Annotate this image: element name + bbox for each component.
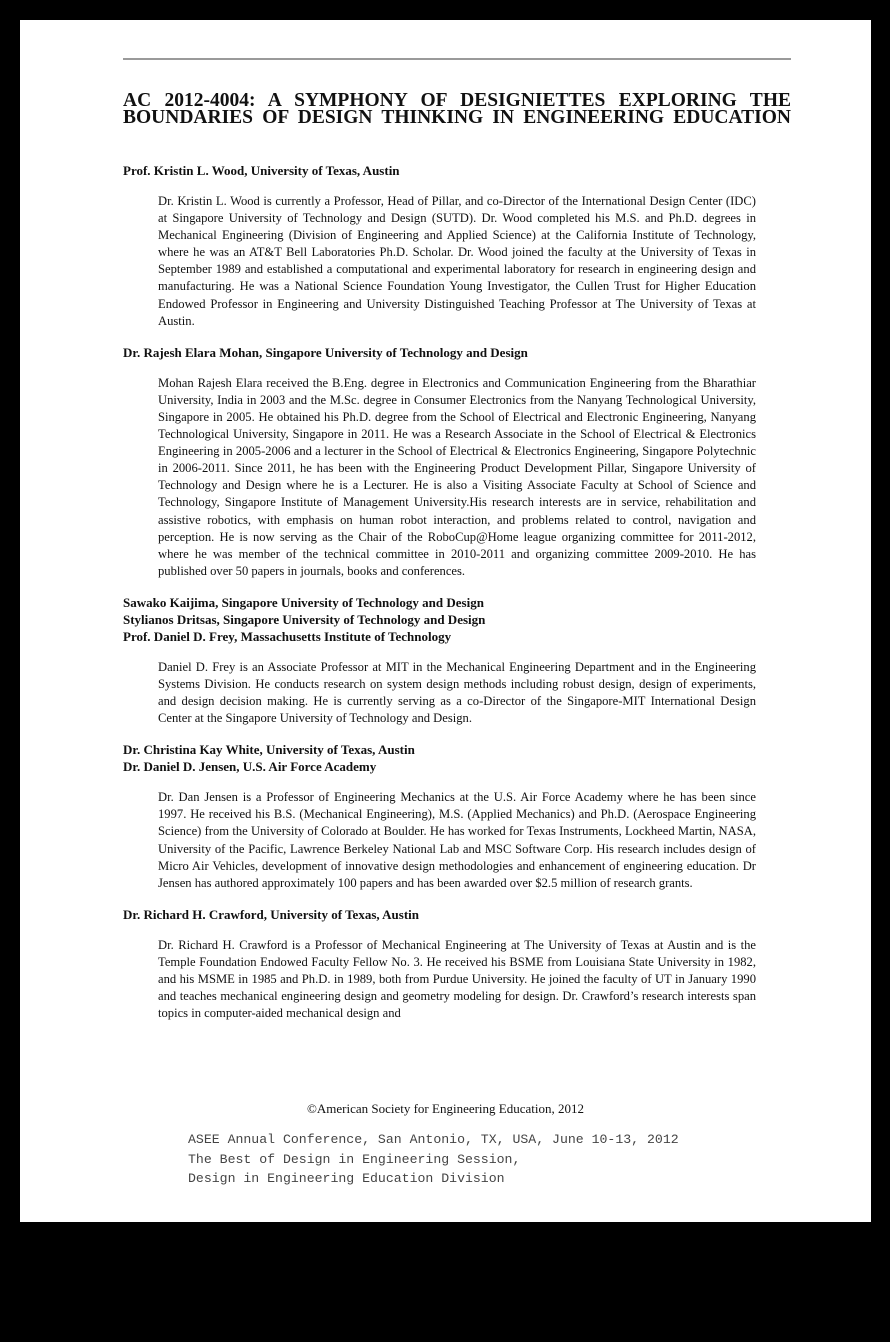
- conference-info: [188, 1130, 679, 1189]
- conference-line: ASEE Annual Conference, San Antonio, TX, USA, June 10-13, 2012: [188, 1132, 679, 1147]
- author-name: Prof. Daniel D. Frey, Massachusetts Institute of Technology: [123, 628, 452, 644]
- author-bio-frey: Daniel D. Frey is an Associate Professor at MIT in the Mechanical Engineering Department and in the Engineering Systems Division. He conducts research on system design methods including robust design, design of experiments, and design decision making. He is currently serving as a co-Director of the Singapore-MIT International Design Center at the Singapore University of Technology and Design.: [158, 659, 756, 726]
- author-name: Dr. Rajesh Elara Mohan, Singapore University of Technology and Design: [123, 344, 528, 360]
- author-name: Stylianos Dritsas, Singapore University of Technology and Design: [123, 611, 486, 627]
- author-name: Prof. Kristin L. Wood, University of Texas, Austin: [123, 163, 400, 178]
- author-bio-wood: Dr. Kristin L. Wood is currently a Professor, Head of Pillar, and co-Director of the International Design Center (IDC) at Singapore University of Technology and Design (SUTD). Dr. Wood completed his M.S. and Ph.D. degrees in Mechanical Engineering (Division of Engineering and Applied Science) at the California Institute of Technology, where he was an AT&T Bell Laboratories Ph.D. Scholar. Dr. Wood joined the faculty at the University of Texas in September 1989 and established a computational and experimental laboratory for research in engineering design and manufacturing. He was a National Science Foundation Young Investigator, the Cullen Trust for Higher Education Endowed Professor in Engineering and University Distinguished Teaching Professor at The University of Texas at Austin.: [158, 194, 756, 328]
- author-name: Dr. Richard H. Crawford, University of Texas, Austin: [123, 906, 420, 922]
- author-section-wood: [123, 162, 791, 179]
- conference-line: The Best of Design in Engineering Session,: [188, 1151, 521, 1167]
- author-name: Dr. Christina Kay White, University of Texas, Austin: [123, 742, 415, 758]
- copyright-notice: ©American Society for Engineering Education, 2012: [306, 1101, 585, 1116]
- author-section-mohan: [123, 344, 791, 361]
- author-bio-jensen: Dr. Dan Jensen is a Professor of Engineering Mechanics at the U.S. Air Force Academy where he has been since 1997. He received his B.S. (Mechanical Engineering), M.S. (Applied Mechanics) and Ph.D. (Aerospace Engineering Science) from the University of Colorado at Boulder. He has worked for Texas Instruments, Lockheed Martin, NASA, University of the Pacific, Lawrence Berkeley National Lab and MSC Software Corp. His research includes design of Micro Air Vehicles, development of innovative design methodologies and enhancement of engineering education. Dr Jensen has authored approximately 100 papers and has been awarded over $2.5 million of research grants.: [158, 790, 756, 890]
- author-section-jensen: [123, 741, 791, 775]
- author-section-crawford: [123, 906, 791, 923]
- paper-title: [123, 92, 791, 126]
- author-section-frey: [123, 594, 791, 645]
- conference-line: Design in Engineering Education Division: [188, 1171, 505, 1186]
- header-rule: [123, 58, 791, 60]
- paper-title-line-2: BOUNDARIES OF DESIGN THINKING IN ENGINEERING EDUCATION: [123, 107, 791, 128]
- document-page: [20, 20, 871, 1222]
- author-bios: [123, 162, 791, 1036]
- paper-title-line-1: AC 2012-4004: A SYMPHONY OF DESIGNIETTES EXPLORING THE: [123, 90, 791, 111]
- author-name: Sawako Kaijima, Singapore University of Technology and Design: [123, 594, 484, 610]
- author-bio-crawford: Dr. Richard H. Crawford is a Professor of Mechanical Engineering at The University of Texas at Austin and is the Temple Foundation Endowed Faculty Fellow No. 3. He received his BSME from Louisiana State University in 1982, and his MSME in 1985 and Ph.D. in 1989, both from Purdue University. He joined the faculty of UT in January 1990 and teaches mechanical engineering design and geometry modeling for design. Dr. Crawford’s research interests span topics in computer-aided mechanical design and: [158, 937, 756, 1021]
- author-bio-mohan: Mohan Rajesh Elara received the B.Eng. degree in Electronics and Communication Engineering from the Bharathiar University, India in 2003 and the M.Sc. degree in Consumer Electronics from the Nanyang Technological University, Singapore in 2005. He obtained his Ph.D. degree from the School of Electrical and Electronic Engineering, Nanyang Technological University, Singapore in 2011. He was a Research Associate in the School of Electrical & Electronics Engineering in 2005-2006 and a lecturer in the School of Electrical & Electronics Engineering, Singapore Polytechnic in 2006-2011. Since 2011, he has been with the Engineering Product Development Pillar, Singapore University of Technology and Design where he is a Lecturer. He is also a Visiting Associate Faculty at School of Science and Technology, Singapore Institute of Management University.His research interests are in service, rehabilitation and assistive robotics, with emphasis on human robot interaction, and problems related to control, navigation and perception. He is now serving as the Chair of the RoboCup@Home league organizing committee for 2011-2012, where he was member of the technical committee in 2010-2011 and organizing committee 2009-2010. He has published over 50 papers in journals, books and conferences.: [158, 375, 756, 578]
- author-name: Dr. Daniel D. Jensen, U.S. Air Force Academy: [123, 759, 377, 775]
